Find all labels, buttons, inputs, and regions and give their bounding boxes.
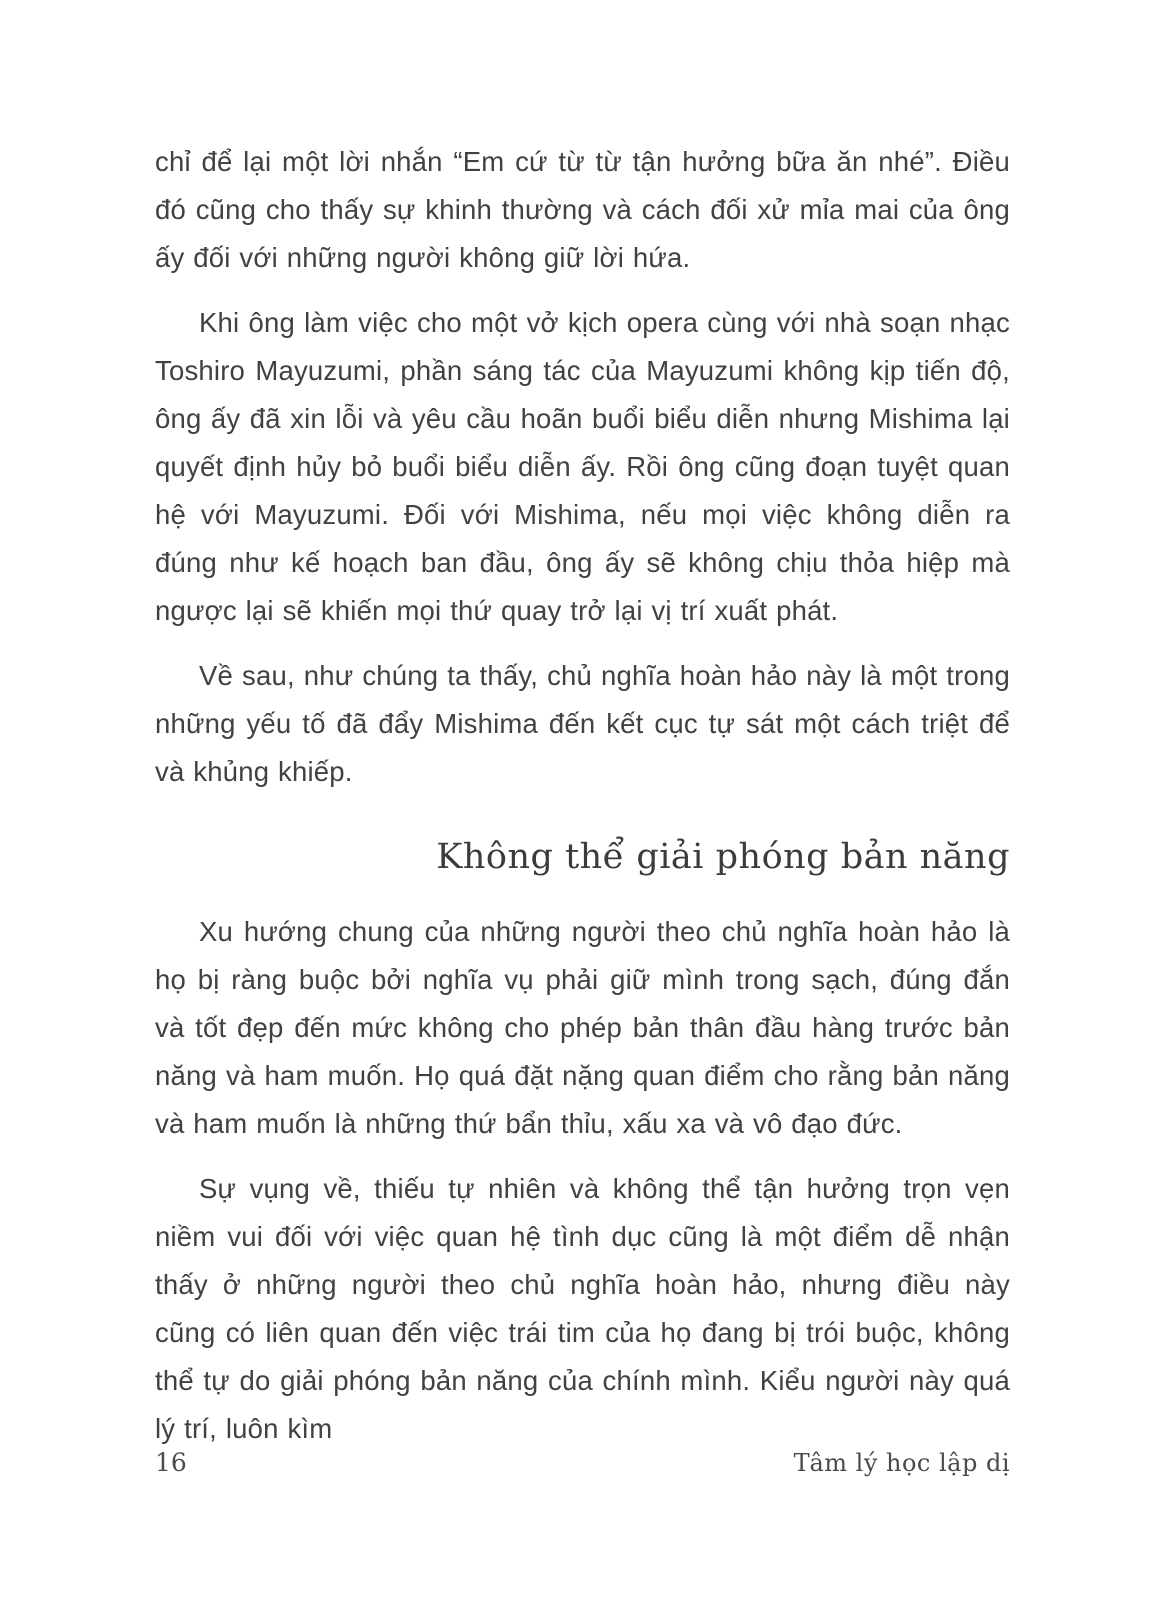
paragraph: chỉ để lại một lời nhắn “Em cứ từ từ tận hưởng bữa ăn nhé”. Điều đó cũng cho thấy sự khinh thường và cách đối xử mỉa mai của ông ấy đối với những người không giữ lời hứa. bbox=[155, 146, 1010, 273]
page-body-text bbox=[155, 138, 1010, 1453]
page-footer bbox=[155, 1448, 1010, 1477]
paragraph: Sự vụng về, thiếu tự nhiên và không thể tận hưởng trọn vẹn niềm vui đối với việc quan hệ tình dục cũng là một điểm dễ nhận thấy ở những người theo chủ nghĩa hoàn hảo, nhưng điều này cũng có liên quan đến việc trái tim của họ đang bị trói buộc, không thể tự do giải phóng bản năng của chính mình. Kiểu người này quá lý trí, luôn kìm bbox=[155, 1173, 1010, 1444]
running-footer-book-title: Tâm lý học lập dị bbox=[793, 1449, 1010, 1477]
paragraph: Khi ông làm việc cho một vở kịch opera cùng với nhà soạn nhạc Toshiro Mayuzumi, phần sáng tác của Mayuzumi không kịp tiến độ, ông ấy đã xin lỗi và yêu cầu hoãn buổi biểu diễn nhưng Mishima lại quyết định hủy bỏ buổi biểu diễn ấy. Rồi ông cũng đoạn tuyệt quan hệ với Mayuzumi. Đối với Mishima, nếu mọi việc không diễn ra đúng như kế hoạch ban đầu, ông ấy sẽ không chịu thỏa hiệp mà ngược lại sẽ khiến mọi thứ quay trở lại vị trí xuất phát. bbox=[155, 307, 1010, 626]
paragraph: Xu hướng chung của những người theo chủ nghĩa hoàn hảo là họ bị ràng buộc bởi nghĩa vụ phải giữ mình trong sạch, đúng đắn và tốt đẹp đến mức không cho phép bản thân đầu hàng trước bản năng và ham muốn. Họ quá đặt nặng quan điểm cho rằng bản năng và ham muốn là những thứ bẩn thỉu, xấu xa và vô đạo đức. bbox=[155, 916, 1010, 1139]
paragraph: Về sau, như chúng ta thấy, chủ nghĩa hoàn hảo này là một trong những yếu tố đã đẩy Mishima đến kết cục tự sát một cách triệt để và khủng khiếp. bbox=[155, 660, 1010, 787]
page-number: 16 bbox=[155, 1448, 187, 1477]
section-heading: Không thể giải phóng bản năng bbox=[436, 837, 1010, 877]
